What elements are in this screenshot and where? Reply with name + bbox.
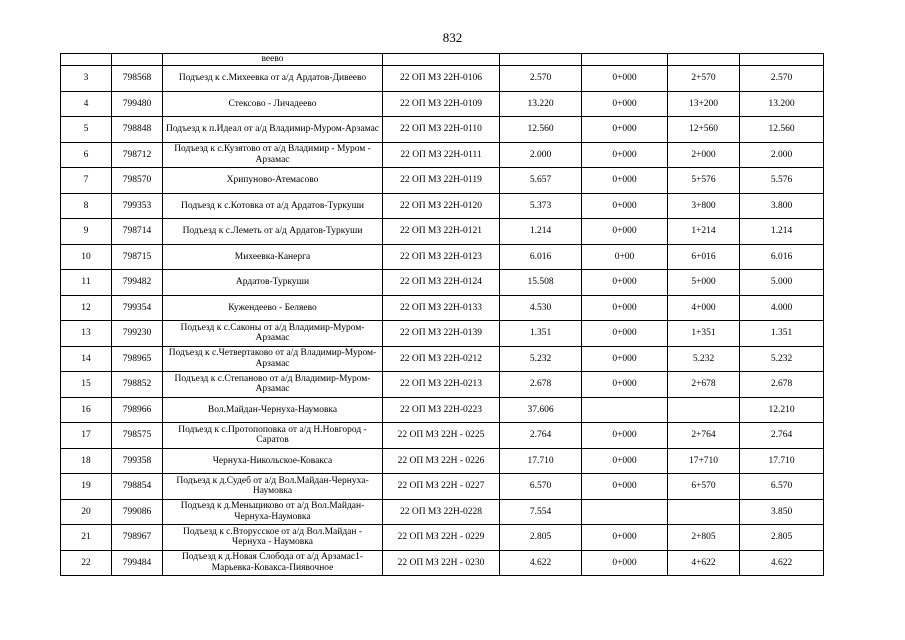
road-name-cell: Вол.Майдан-Чернуха-Наумовка (163, 397, 383, 423)
row-index-cell: 17 (61, 423, 112, 449)
object-id-cell: 799484 (112, 550, 163, 576)
section-length-cell: 6.570 (740, 474, 824, 500)
row-index-cell (61, 54, 112, 66)
road-code-cell: 22 ОП МЗ 22Н-0228 (383, 499, 500, 525)
object-id-cell: 798966 (112, 397, 163, 423)
object-id-cell: 799358 (112, 448, 163, 474)
row-index-cell: 11 (61, 270, 112, 296)
road-length-cell: 2.570 (500, 66, 582, 92)
end-chainage-cell: 6+016 (668, 244, 740, 270)
road-code-cell: 22 ОП МЗ 22Н - 0230 (383, 550, 500, 576)
start-chainage-cell (582, 54, 668, 66)
start-chainage-cell (582, 397, 668, 423)
section-length-cell: 2.000 (740, 142, 824, 168)
road-name-cell: Подъезд к с.Протопоповка от а/д Н.Новгород - Саратов (163, 423, 383, 449)
road-name-cell: Подъезд к п.Идеал от а/д Владимир-Муром-Арзамас (163, 117, 383, 143)
start-chainage-cell: 0+000 (582, 91, 668, 117)
start-chainage-cell: 0+000 (582, 270, 668, 296)
object-id-cell: 798854 (112, 474, 163, 500)
road-name-cell: Подъезд к д.Меньщиково от а/д Вол.Майдан-Чернуха-Наумовка (163, 499, 383, 525)
row-index-cell: 8 (61, 193, 112, 219)
table-row (61, 117, 824, 143)
road-name-cell: веево (163, 54, 383, 66)
object-id-cell: 799086 (112, 499, 163, 525)
road-length-cell: 5.232 (500, 346, 582, 372)
object-id-cell: 798715 (112, 244, 163, 270)
start-chainage-cell: 0+000 (582, 193, 668, 219)
road-name-cell: Подъезд к с.Саконы от а/д Владимир-Муром-Арзамас (163, 321, 383, 347)
road-code-cell: 22 ОП МЗ 22Н - 0229 (383, 525, 500, 551)
object-id-cell: 798714 (112, 219, 163, 245)
section-length-cell: 1.351 (740, 321, 824, 347)
start-chainage-cell: 0+000 (582, 219, 668, 245)
end-chainage-cell: 3+800 (668, 193, 740, 219)
row-index-cell: 13 (61, 321, 112, 347)
table-row (61, 550, 824, 576)
row-index-cell: 6 (61, 142, 112, 168)
end-chainage-cell: 5.232 (668, 346, 740, 372)
road-length-cell: 7.554 (500, 499, 582, 525)
section-length-cell: 2.764 (740, 423, 824, 449)
row-index-cell: 10 (61, 244, 112, 270)
table-row (61, 142, 824, 168)
road-code-cell: 22 ОП МЗ 22Н-0120 (383, 193, 500, 219)
table-row-continued (61, 54, 824, 66)
section-length-cell: 12.210 (740, 397, 824, 423)
end-chainage-cell: 1+214 (668, 219, 740, 245)
road-length-cell: 1.351 (500, 321, 582, 347)
road-code-cell: 22 ОП МЗ 22Н-0111 (383, 142, 500, 168)
start-chainage-cell: 0+000 (582, 117, 668, 143)
section-length-cell: 4.000 (740, 295, 824, 321)
row-index-cell: 20 (61, 499, 112, 525)
road-name-cell: Подъезд к д.Судеб от а/д Вол.Майдан-Чернуха-Наумовка (163, 474, 383, 500)
section-length-cell: 5.232 (740, 346, 824, 372)
object-id-cell: 798965 (112, 346, 163, 372)
object-id-cell: 798852 (112, 372, 163, 398)
end-chainage-cell (668, 397, 740, 423)
start-chainage-cell: 0+000 (582, 448, 668, 474)
road-name-cell: Кужендеево - Беляево (163, 295, 383, 321)
road-name-cell: Подъезд к с.Котовка от а/д Ардатов-Туркуши (163, 193, 383, 219)
section-length-cell: 5.576 (740, 168, 824, 194)
road-code-cell: 22 ОП МЗ 22Н-0139 (383, 321, 500, 347)
section-length-cell: 13.200 (740, 91, 824, 117)
road-length-cell: 15.508 (500, 270, 582, 296)
end-chainage-cell: 4+622 (668, 550, 740, 576)
road-code-cell (383, 54, 500, 66)
table-row (61, 346, 824, 372)
table-row (61, 423, 824, 449)
object-id-cell: 798967 (112, 525, 163, 551)
object-id-cell (112, 54, 163, 66)
road-name-cell: Хрипуново-Атемасово (163, 168, 383, 194)
row-index-cell: 9 (61, 219, 112, 245)
road-name-cell: Подъезд к с.Кузятово от а/д Владимир - Муром - Арзамас (163, 142, 383, 168)
road-code-cell: 22 ОП МЗ 22Н - 0227 (383, 474, 500, 500)
road-length-cell: 2.764 (500, 423, 582, 449)
start-chainage-cell (582, 499, 668, 525)
road-code-cell: 22 ОП МЗ 22Н-0119 (383, 168, 500, 194)
road-length-cell: 37.606 (500, 397, 582, 423)
road-code-cell: 22 ОП МЗ 22Н - 0225 (383, 423, 500, 449)
road-name-cell: Подъезд к с.Вторусское от а/д Вол.Майдан - Чернуха - Наумовка (163, 525, 383, 551)
road-code-cell: 22 ОП МЗ 22Н-0110 (383, 117, 500, 143)
roads-table (60, 53, 824, 576)
road-name-cell: Подъезд к д.Новая Слобода от а/д Арзамас1-Марьевка-Ковакса-Пиявочное (163, 550, 383, 576)
road-length-cell: 4.622 (500, 550, 582, 576)
road-length-cell: 2.000 (500, 142, 582, 168)
road-code-cell: 22 ОП МЗ 22Н-0109 (383, 91, 500, 117)
table-row (61, 474, 824, 500)
row-index-cell: 14 (61, 346, 112, 372)
row-index-cell: 21 (61, 525, 112, 551)
object-id-cell: 798575 (112, 423, 163, 449)
section-length-cell: 2.678 (740, 372, 824, 398)
section-length-cell: 3.800 (740, 193, 824, 219)
page-number: 832 (442, 30, 463, 45)
road-length-cell: 2.805 (500, 525, 582, 551)
start-chainage-cell: 0+000 (582, 321, 668, 347)
table-row (61, 244, 824, 270)
end-chainage-cell: 2+678 (668, 372, 740, 398)
road-length-cell: 17.710 (500, 448, 582, 474)
end-chainage-cell: 5+576 (668, 168, 740, 194)
start-chainage-cell: 0+000 (582, 295, 668, 321)
road-name-cell: Подъезд к с.Четвертаково от а/д Владимир-Муром-Арзамас (163, 346, 383, 372)
end-chainage-cell: 2+570 (668, 66, 740, 92)
road-code-cell: 22 ОП МЗ 22Н-0106 (383, 66, 500, 92)
row-index-cell: 7 (61, 168, 112, 194)
end-chainage-cell: 4+000 (668, 295, 740, 321)
end-chainage-cell: 17+710 (668, 448, 740, 474)
section-length-cell: 2.805 (740, 525, 824, 551)
road-length-cell: 4.530 (500, 295, 582, 321)
road-length-cell: 5.657 (500, 168, 582, 194)
end-chainage-cell: 2+764 (668, 423, 740, 449)
object-id-cell: 798848 (112, 117, 163, 143)
start-chainage-cell: 0+000 (582, 142, 668, 168)
section-length-cell: 6.016 (740, 244, 824, 270)
row-index-cell: 5 (61, 117, 112, 143)
section-length-cell: 4.622 (740, 550, 824, 576)
row-index-cell: 3 (61, 66, 112, 92)
end-chainage-cell (668, 54, 740, 66)
section-length-cell: 17.710 (740, 448, 824, 474)
row-index-cell: 12 (61, 295, 112, 321)
row-index-cell: 15 (61, 372, 112, 398)
end-chainage-cell: 1+351 (668, 321, 740, 347)
end-chainage-cell: 13+200 (668, 91, 740, 117)
end-chainage-cell: 12+560 (668, 117, 740, 143)
row-index-cell: 22 (61, 550, 112, 576)
end-chainage-cell: 2+805 (668, 525, 740, 551)
road-length-cell: 5.373 (500, 193, 582, 219)
road-code-cell: 22 ОП МЗ 22Н-0133 (383, 295, 500, 321)
road-code-cell: 22 ОП МЗ 22Н-0121 (383, 219, 500, 245)
end-chainage-cell (668, 499, 740, 525)
road-name-cell: Чернуха-Никольское-Ковакса (163, 448, 383, 474)
table-row (61, 448, 824, 474)
road-length-cell: 1.214 (500, 219, 582, 245)
table-row (61, 219, 824, 245)
road-length-cell: 13.220 (500, 91, 582, 117)
road-length-cell: 2.678 (500, 372, 582, 398)
row-index-cell: 19 (61, 474, 112, 500)
road-length-cell: 6.016 (500, 244, 582, 270)
start-chainage-cell: 0+000 (582, 372, 668, 398)
table-row (61, 372, 824, 398)
road-name-cell: Подъезд к с.Степаново от а/д Владимир-Муром-Арзамас (163, 372, 383, 398)
road-code-cell: 22 ОП МЗ 22Н-0223 (383, 397, 500, 423)
table-row (61, 321, 824, 347)
road-length-cell: 12.560 (500, 117, 582, 143)
start-chainage-cell: 0+000 (582, 525, 668, 551)
table-row (61, 193, 824, 219)
start-chainage-cell: 0+000 (582, 66, 668, 92)
object-id-cell: 799480 (112, 91, 163, 117)
table-row (61, 525, 824, 551)
object-id-cell: 799353 (112, 193, 163, 219)
road-code-cell: 22 ОП МЗ 22Н-0212 (383, 346, 500, 372)
section-length-cell: 2.570 (740, 66, 824, 92)
table-row (61, 499, 824, 525)
road-length-cell (500, 54, 582, 66)
table-row (61, 66, 824, 92)
table-body (61, 54, 824, 576)
end-chainage-cell: 6+570 (668, 474, 740, 500)
road-length-cell: 6.570 (500, 474, 582, 500)
road-name-cell: Михеевка-Канерга (163, 244, 383, 270)
start-chainage-cell: 0+000 (582, 474, 668, 500)
object-id-cell: 798712 (112, 142, 163, 168)
section-length-cell: 1.214 (740, 219, 824, 245)
row-index-cell: 18 (61, 448, 112, 474)
table-row (61, 270, 824, 296)
object-id-cell: 799230 (112, 321, 163, 347)
table-row (61, 295, 824, 321)
end-chainage-cell: 5+000 (668, 270, 740, 296)
table-row (61, 91, 824, 117)
road-code-cell: 22 ОП МЗ 22Н-0123 (383, 244, 500, 270)
table-row (61, 168, 824, 194)
road-code-cell: 22 ОП МЗ 22Н - 0226 (383, 448, 500, 474)
road-code-cell: 22 ОП МЗ 22Н-0124 (383, 270, 500, 296)
row-index-cell: 4 (61, 91, 112, 117)
section-length-cell: 3.850 (740, 499, 824, 525)
road-name-cell: Подъезд к с.Леметь от а/д Ардатов-Туркуши (163, 219, 383, 245)
start-chainage-cell: 0+000 (582, 550, 668, 576)
section-length-cell: 5.000 (740, 270, 824, 296)
road-name-cell: Подъезд к с.Михеевка от а/д Ардатов-Дивеево (163, 66, 383, 92)
object-id-cell: 799482 (112, 270, 163, 296)
start-chainage-cell: 0+000 (582, 346, 668, 372)
end-chainage-cell: 2+000 (668, 142, 740, 168)
start-chainage-cell: 0+000 (582, 168, 668, 194)
start-chainage-cell: 0+00 (582, 244, 668, 270)
object-id-cell: 798570 (112, 168, 163, 194)
section-length-cell (740, 54, 824, 66)
road-code-cell: 22 ОП МЗ 22Н-0213 (383, 372, 500, 398)
row-index-cell: 16 (61, 397, 112, 423)
road-name-cell: Ардатов-Туркуши (163, 270, 383, 296)
object-id-cell: 798568 (112, 66, 163, 92)
start-chainage-cell: 0+000 (582, 423, 668, 449)
section-length-cell: 12.560 (740, 117, 824, 143)
table-row (61, 397, 824, 423)
object-id-cell: 799354 (112, 295, 163, 321)
road-name-cell: Стексово - Личадеево (163, 91, 383, 117)
